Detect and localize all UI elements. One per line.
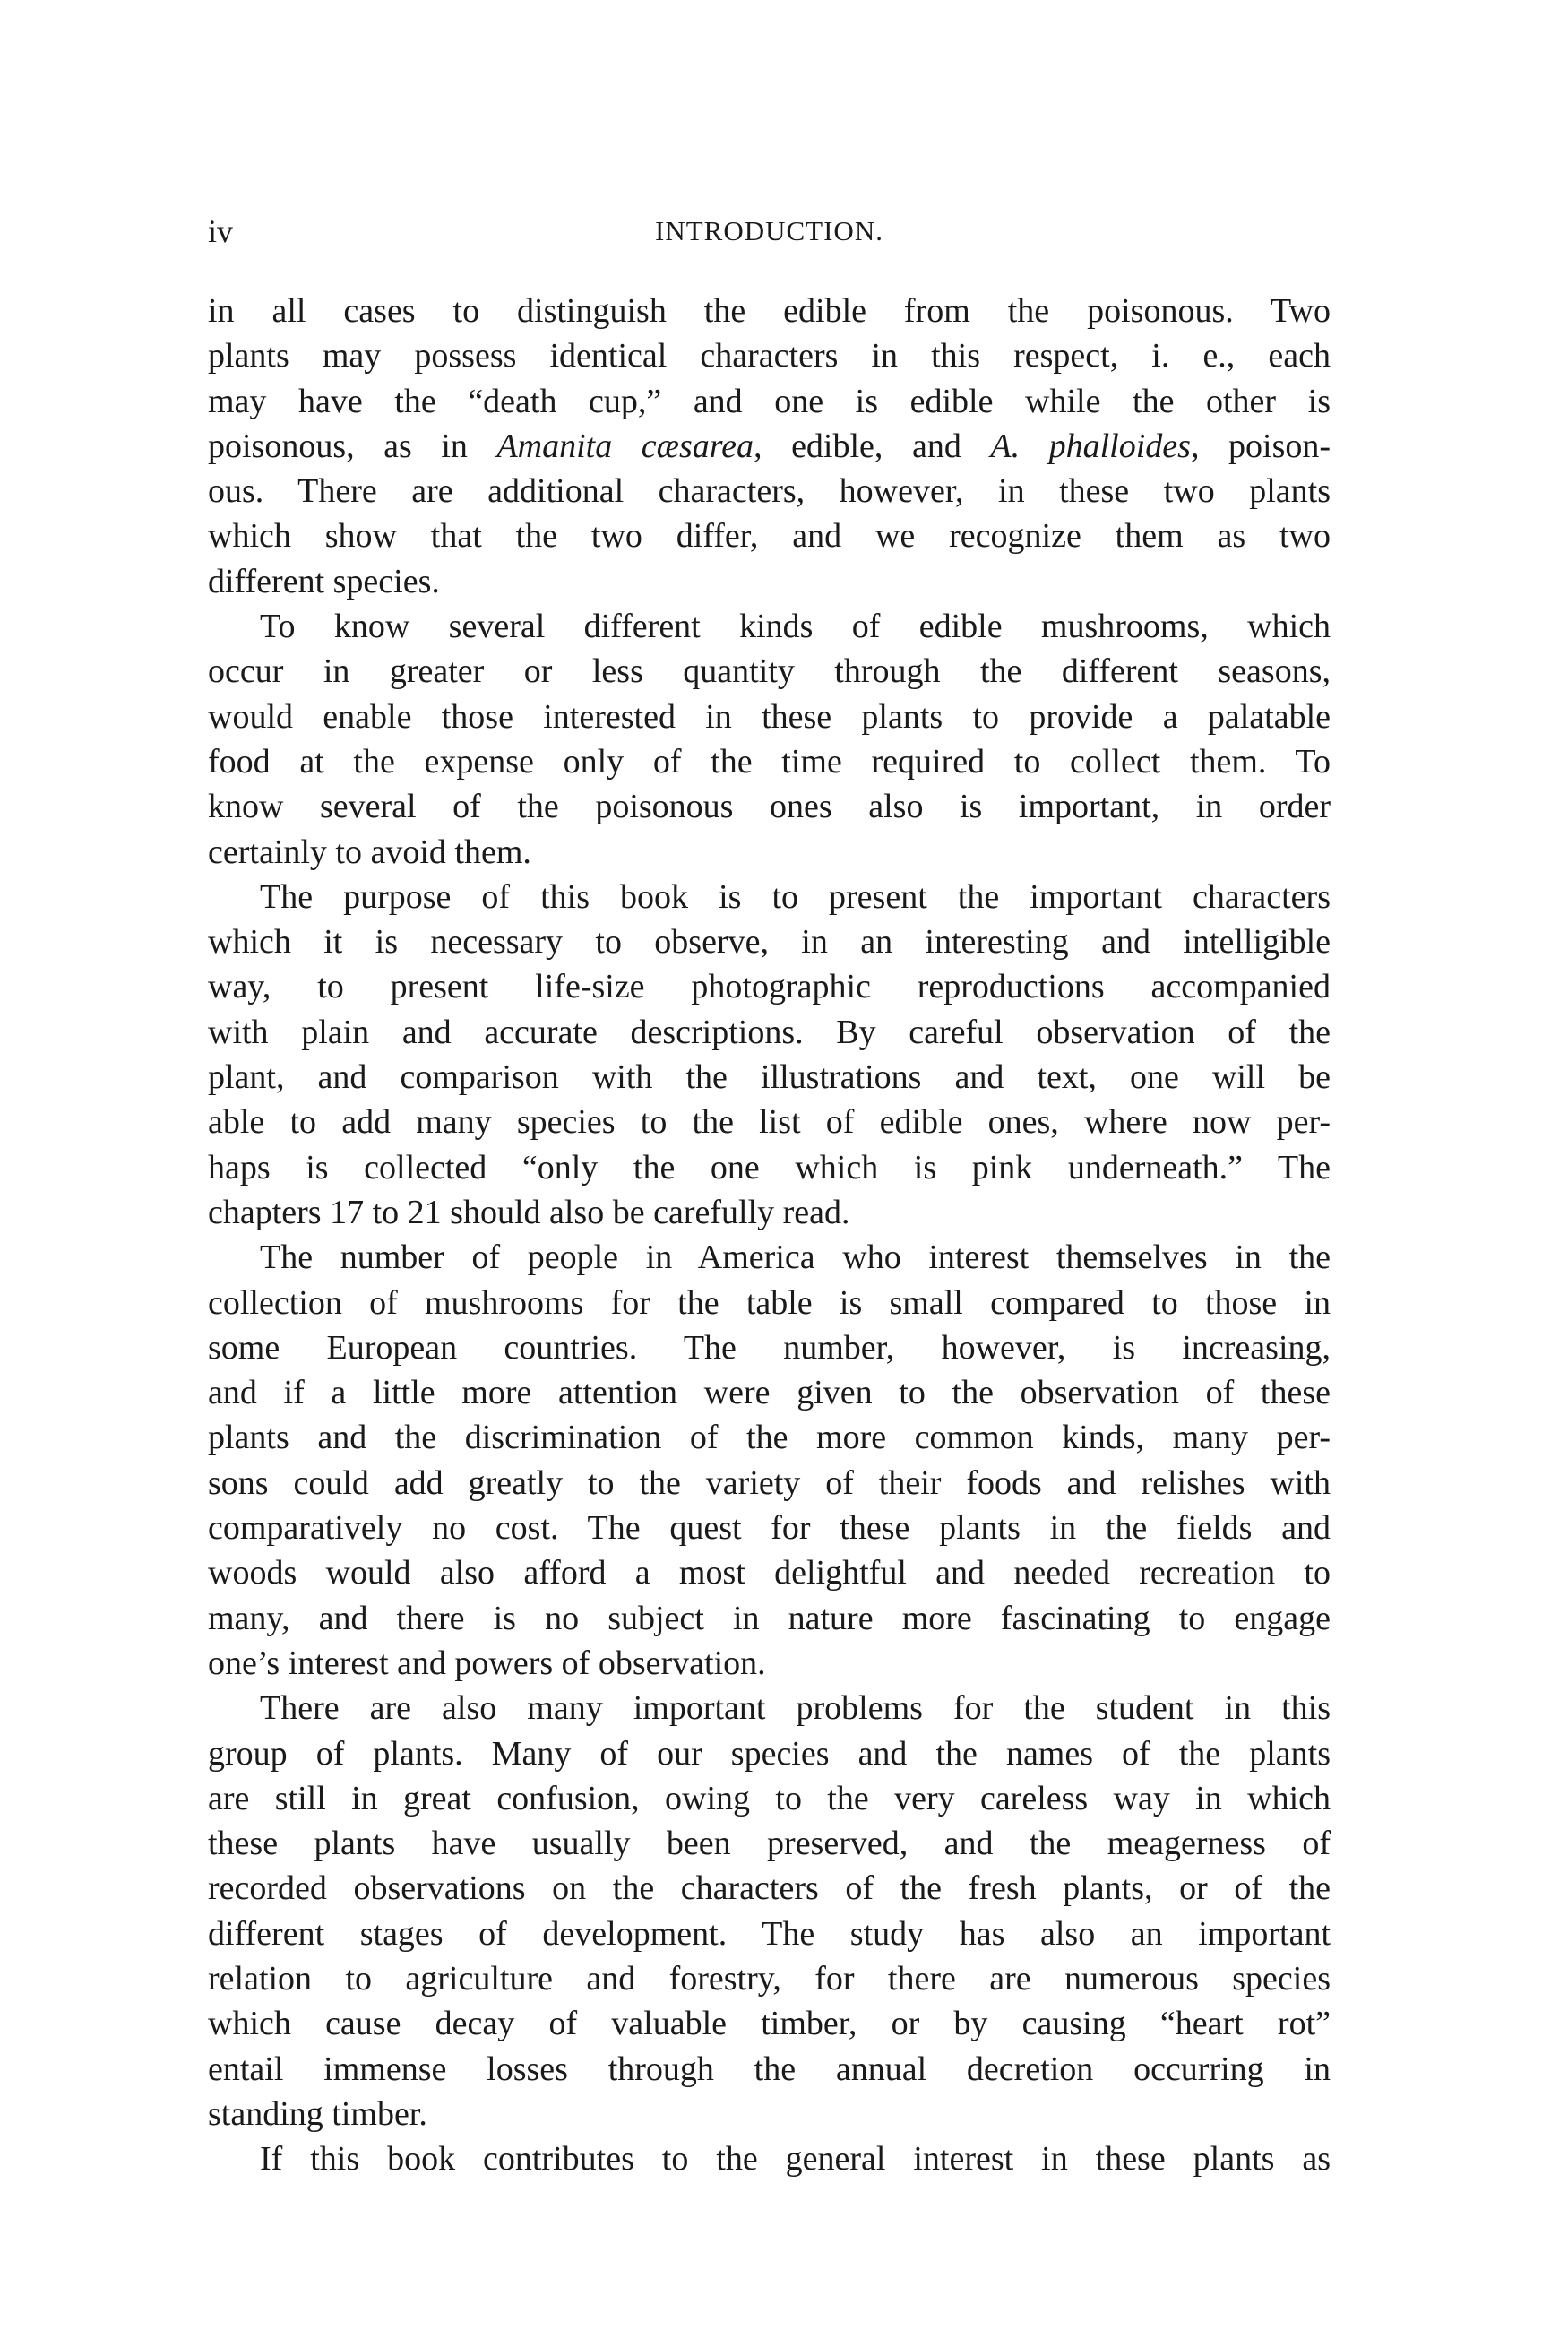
text-segment: poisonous, as in xyxy=(208,427,497,465)
text-line: different species. xyxy=(208,562,440,600)
text-segment: poison- xyxy=(1199,427,1331,465)
text-line: certainly to avoid them. xyxy=(208,833,531,871)
paragraph xyxy=(208,875,1331,1235)
text-line: many, and there is no subject in nature more fascinating to engage xyxy=(208,1599,1331,1637)
italic-species-name: A. phalloides, xyxy=(990,427,1200,465)
text-line: sons could add greatly to the variety of their foods and relishes with xyxy=(208,1463,1331,1502)
text-line: these plants have usually been preserved, and the meagerness of xyxy=(208,1825,1331,1863)
text-line: The purpose of this book is to present the important characters xyxy=(260,877,1331,916)
text-line: To know several different kinds of edible mushrooms, which xyxy=(260,608,1331,646)
text-line: which cause decay of valuable timber, or by causing “heart rot” xyxy=(208,2005,1331,2043)
text-line: may have the “death cup,” and one is edible while the other is xyxy=(208,382,1331,420)
text-line: woods would also afford a most delightful and needed recreation to xyxy=(208,1554,1331,1592)
text-line: plants may possess identical characters in this respect, i. e., each xyxy=(208,337,1331,375)
text-line: which show that the two differ, and we recognize them as two xyxy=(208,517,1331,556)
text-line: different stages of development. The study has also an important xyxy=(208,1914,1331,1953)
text-line: entail immense losses through the annual decretion occurring in xyxy=(208,2050,1331,2088)
text-line: some European countries. The number, however, is increasing, xyxy=(208,1328,1331,1367)
text-line: If this book contributes to the general interest in these plants as xyxy=(260,2140,1331,2179)
text-line: recorded observations on the characters of the fresh plants, or of the xyxy=(208,1869,1331,1908)
text-line: The number of people in America who interest themselves in the xyxy=(260,1238,1331,1277)
text-line: plant, and comparison with the illustrations and text, one will be xyxy=(208,1058,1331,1097)
text-line: are still in great confusion, owing to the very careless way in which xyxy=(208,1779,1331,1817)
text-line: group of plants. Many of our species and the names of the plants xyxy=(208,1734,1331,1773)
paragraph xyxy=(208,289,1331,604)
text-line: with plain and accurate descriptions. By careful observation of the xyxy=(208,1013,1331,1051)
text-line: in all cases to distinguish the edible from the poisonous. Two xyxy=(208,292,1331,330)
text-line: collection of mushrooms for the table is small compared to those in xyxy=(208,1283,1331,1322)
text-line: food at the expense only of the time required to collect them. To xyxy=(208,742,1331,781)
text-line: chapters 17 to 21 should also be carefully read. xyxy=(208,1193,850,1231)
text-line: plants and the discrimination of the more common kinds, many per- xyxy=(208,1419,1331,1457)
paragraph xyxy=(208,1235,1331,1686)
text-line: There are also many important problems for the student in this xyxy=(260,1689,1331,1728)
text-line: way, to present life-size photographic reproductions accompanied xyxy=(208,968,1331,1006)
text-line: haps is collected “only the one which is pink underneath.” The xyxy=(208,1148,1331,1187)
paragraph xyxy=(208,2136,1331,2181)
text-line: know several of the poisonous ones also is important, in order xyxy=(208,788,1331,826)
text-line: standing timber. xyxy=(208,2094,427,2133)
text-line: comparatively no cost. The quest for these plants in the fields and xyxy=(208,1509,1331,1548)
page-number: iv xyxy=(208,213,234,249)
text-line: and if a little more attention were given to the observation of these xyxy=(208,1374,1331,1412)
paragraph xyxy=(208,604,1331,875)
italic-species-name: Amanita cæsarea, xyxy=(496,427,762,465)
text-line: relation to agriculture and forestry, for there are numerous species xyxy=(208,1959,1331,1998)
paragraph xyxy=(208,1686,1331,2136)
running-title: INTRODUCTION. xyxy=(655,215,883,246)
text-line: would enable those interested in these plants to provide a palatable xyxy=(208,697,1331,736)
text-line: one’s interest and powers of observation. xyxy=(208,1644,766,1682)
text-line xyxy=(208,424,1331,469)
body-text xyxy=(208,289,1331,2181)
page-header xyxy=(208,211,1331,251)
text-line: able to add many species to the list of edible ones, where now per- xyxy=(208,1103,1331,1142)
text-line: ous. There are additional characters, however, in these two plants xyxy=(208,472,1331,511)
text-segment: edible, and xyxy=(762,427,991,465)
text-line: which it is necessary to observe, in an interesting and intelligible xyxy=(208,923,1331,962)
text-line: occur in greater or less quantity through the different seasons, xyxy=(208,652,1331,691)
